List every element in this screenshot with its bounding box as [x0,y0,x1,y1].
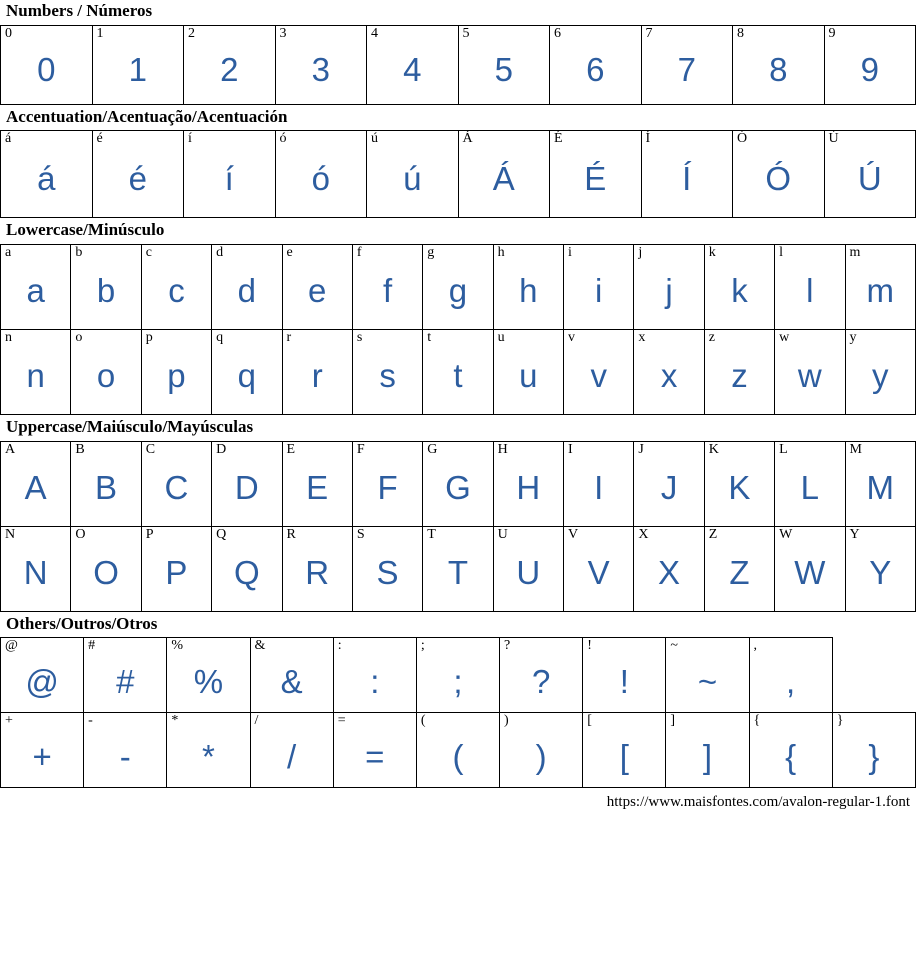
glyph-sample: : [370,663,380,701]
glyph-label: í [188,131,192,147]
glyph-label: m [849,245,861,261]
glyph-sample: L [800,468,819,506]
glyph-label: 9 [828,25,836,41]
glyph-cell[interactable] [634,441,704,526]
glyph-sample: H [516,468,541,506]
glyph-sample: Í [682,160,692,198]
glyph-cell[interactable] [641,131,733,218]
glyph-cell[interactable] [845,330,916,415]
section-title-uppercase: Uppercase/Maiúsculo/Mayúsculas [6,417,254,437]
glyph-sample: É [584,160,607,198]
glyph-label: n [5,330,12,346]
glyph-label: - [88,713,93,729]
glyph-sample: N [23,553,48,591]
glyph-cell[interactable] [634,330,704,415]
glyph-label: p [145,330,153,346]
glyph-cell[interactable] [352,441,422,526]
glyph-sample: 0 [37,50,56,88]
glyph-sample: / [287,738,297,776]
glyph-sample: Y [869,553,892,591]
glyph-sample: z [731,357,748,395]
glyph-cell[interactable] [500,638,583,713]
glyph-table-accentuation [0,130,916,218]
glyph-sample: l [806,272,814,310]
glyph-sample: s [379,357,396,395]
glyph-label: j [638,245,643,261]
glyph-cell[interactable] [824,131,916,218]
glyph-sample: S [376,553,399,591]
glyph-cell[interactable] [212,441,282,526]
glyph-sample: k [731,272,748,310]
glyph-cell[interactable] [775,245,845,330]
glyph-table-others [0,637,916,788]
glyph-label: g [427,245,435,261]
glyph-cell[interactable] [71,245,141,330]
glyph-table-uppercase [0,441,916,612]
glyph-sample: P [165,553,188,591]
glyph-cell[interactable] [84,713,167,788]
glyph-cell[interactable] [1,25,93,104]
glyph-table-lowercase [0,244,916,415]
glyph-sample: [ [619,738,629,776]
glyph-cell[interactable] [184,25,276,104]
table-row [1,526,916,611]
glyph-sample: 5 [494,50,513,88]
glyph-sample: 2 [220,50,239,88]
glyph-sample: 6 [586,50,605,88]
glyph-label: Z [708,526,718,542]
glyph-cell[interactable] [704,245,774,330]
glyph-sample: 3 [311,50,330,88]
glyph-cell[interactable] [845,441,916,526]
glyph-label: A [5,441,16,457]
glyph-label: z [708,330,715,346]
glyph-label: l [779,245,784,261]
glyph-label: Ó [737,131,748,147]
glyph-label: C [145,441,156,457]
glyph-label: / [254,713,259,729]
glyph-cell[interactable] [564,526,634,611]
glyph-sample: ~ [697,663,718,701]
glyph-sample: A [24,468,47,506]
glyph-cell[interactable] [184,131,276,218]
glyph-cell[interactable] [641,25,733,104]
glyph-label: 2 [188,25,195,41]
glyph-cell[interactable] [275,25,367,104]
section-title-others: Others/Outros/Otros [6,613,158,633]
glyph-label: ~ [670,638,678,654]
glyph-sample: ; [453,663,463,701]
glyph-sample: V [587,553,610,591]
glyph-sample: h [519,272,538,310]
glyph-label: ú [371,131,378,147]
glyph-sample: E [306,468,329,506]
glyph-sample: * [202,738,215,776]
glyph-sample: Q [233,553,260,591]
glyph-sample: y [872,357,889,395]
glyph-label: : [337,638,342,654]
glyph-cell[interactable] [845,526,916,611]
glyph-sample: f [382,272,393,310]
glyph-cell[interactable] [423,245,493,330]
table-row [1,638,916,713]
table-row [1,245,916,330]
glyph-cell[interactable] [704,330,774,415]
glyph-label: J [638,441,644,457]
glyph-label: d [216,245,224,261]
glyph-cell[interactable] [704,441,774,526]
glyph-cell[interactable] [749,638,832,713]
glyph-sample: j [665,272,673,310]
glyph-sample: ó [311,160,330,198]
glyph-label: h [497,245,505,261]
glyph-sample: { [785,738,797,776]
glyph-sample: ! [619,663,629,701]
glyph-cell[interactable] [1,441,71,526]
glyph-label: y [849,330,857,346]
glyph-sample: } [868,738,880,776]
glyph-cell[interactable] [84,638,167,713]
glyph-table-numbers [0,25,916,105]
glyph-label: a [5,245,12,261]
glyph-label: S [356,526,365,542]
glyph-cell[interactable] [845,245,916,330]
glyph-label: M [849,441,862,457]
glyph-label: { [753,713,761,729]
glyph-sample: M [866,468,894,506]
glyph-label: G [427,441,438,457]
glyph-cell[interactable] [493,441,563,526]
glyph-label: 3 [279,25,287,41]
glyph-cell[interactable] [666,638,749,713]
glyph-sample: R [305,553,330,591]
glyph-label: ! [587,638,592,654]
glyph-cell[interactable] [423,441,493,526]
glyph-sample: i [595,272,603,310]
glyph-sample: B [95,468,118,506]
glyph-sample: é [128,160,147,198]
glyph-label: E [286,441,296,457]
section-title-accentuation: Accentuation/Acentuação/Acentuación [6,106,288,126]
glyph-cell[interactable] [493,330,563,415]
glyph-sample: r [311,357,323,395]
glyph-sample: F [377,468,398,506]
glyph-label: w [779,330,790,346]
glyph-cell[interactable] [733,131,825,218]
glyph-cell[interactable] [634,526,704,611]
glyph-sample: @ [25,663,59,701]
glyph-sample: b [96,272,116,310]
glyph-cell[interactable] [71,330,141,415]
glyph-sample: W [794,553,826,591]
table-row [1,441,916,526]
glyph-label: t [427,330,432,346]
glyph-label: N [5,526,16,542]
glyph-cell[interactable] [141,526,211,611]
glyph-cell[interactable] [212,526,282,611]
glyph-cell[interactable] [250,713,333,788]
glyph-label: ) [504,713,509,729]
glyph-sample: , [786,663,796,701]
glyph-cell[interactable] [282,441,352,526]
glyph-sample: m [866,272,894,310]
glyph-label: ; [420,638,425,654]
glyph-sample: q [237,357,256,395]
glyph-cell[interactable] [92,25,184,104]
glyph-sample: I [594,468,604,506]
glyph-label: @ [5,638,18,654]
glyph-sample: p [167,357,186,395]
glyph-cell[interactable] [333,638,416,713]
glyph-sample: t [453,357,463,395]
glyph-cell[interactable] [666,713,749,788]
glyph-label: , [753,638,758,654]
glyph-cell[interactable] [352,245,422,330]
glyph-cell[interactable] [775,441,845,526]
glyph-sample: w [797,357,822,395]
glyph-label: F [356,441,365,457]
glyph-sample: 7 [677,50,696,88]
glyph-cell[interactable] [458,131,550,218]
glyph-label: ] [670,713,676,729]
glyph-sample: K [728,468,751,506]
glyph-label: Q [216,526,227,542]
glyph-sample: ] [702,738,713,776]
glyph-cell[interactable] [564,245,634,330]
glyph-label: H [497,441,508,457]
glyph-sample: O [93,553,119,591]
glyph-cell[interactable] [1,713,84,788]
glyph-sample: ( [452,738,464,776]
glyph-cell[interactable] [352,330,422,415]
glyph-label: Y [849,526,860,542]
glyph-label: e [286,245,293,261]
glyph-label: k [708,245,716,261]
glyph-cell[interactable] [250,638,333,713]
glyph-label: V [568,526,579,542]
glyph-sample: e [308,272,327,310]
glyph-label: x [638,330,646,346]
glyph-sample: # [116,663,135,701]
glyph-sample: í [224,160,234,198]
glyph-cell[interactable] [564,441,634,526]
glyph-cell[interactable] [493,526,563,611]
glyph-cell[interactable] [423,526,493,611]
glyph-sample: U [516,553,541,591]
glyph-sample: X [658,553,681,591]
glyph-label: * [171,713,179,729]
glyph-label: f [356,245,362,261]
glyph-label: u [497,330,505,346]
glyph-label: = [337,713,346,729]
glyph-sample: + [32,738,52,776]
glyph-label: s [356,330,363,346]
glyph-label: 4 [371,25,378,41]
glyph-label: P [145,526,154,542]
glyph-cell[interactable] [634,245,704,330]
glyph-cell[interactable] [167,638,250,713]
glyph-sample: G [445,468,471,506]
glyph-label: i [568,245,572,261]
glyph-label: # [88,638,96,654]
glyph-cell[interactable] [1,526,71,611]
glyph-label: ? [504,638,511,654]
glyph-cell[interactable] [167,713,250,788]
glyph-sample: ú [403,160,422,198]
glyph-sample: Á [492,160,515,198]
glyph-sample: & [280,663,303,701]
glyph-cell[interactable] [1,245,71,330]
table-row [1,25,916,104]
glyph-label: ó [279,131,287,147]
glyph-cell[interactable] [141,441,211,526]
glyph-sample: = [365,738,385,776]
glyph-label: v [568,330,575,346]
glyph-label: W [779,526,793,542]
glyph-label: 5 [462,25,470,41]
glyph-cell[interactable] [550,25,642,104]
glyph-cell[interactable] [749,713,832,788]
glyph-label: K [708,441,719,457]
glyph-label: c [145,245,152,261]
glyph-sample: 9 [860,50,879,88]
glyph-cell[interactable] [367,25,459,104]
glyph-cell[interactable] [71,441,141,526]
glyph-sample: ) [535,738,547,776]
glyph-sample: 1 [128,50,147,88]
glyph-sample: C [164,468,189,506]
source-url[interactable]: https://www.maisfontes.com/avalon-regular-1.font [606,794,910,811]
glyph-cell[interactable] [550,131,642,218]
glyph-label: L [779,441,788,457]
glyph-label: T [427,526,436,542]
glyph-cell[interactable] [775,330,845,415]
glyph-sample: a [26,272,45,310]
glyph-label: Í [645,131,651,147]
glyph-cell[interactable] [367,131,459,218]
glyph-label: D [216,441,227,457]
glyph-cell[interactable] [564,330,634,415]
glyph-label: É [554,131,563,147]
glyph-label: b [75,245,83,261]
glyph-cell[interactable] [92,131,184,218]
glyph-label: & [254,638,266,654]
glyph-label: Ú [828,131,839,147]
glyph-sample: Ú [857,160,882,198]
glyph-label: I [568,441,573,457]
glyph-cell[interactable] [282,526,352,611]
glyph-label: R [286,526,296,542]
glyph-sample: J [660,468,678,506]
glyph-label: 7 [645,25,653,41]
glyph-label: 8 [737,25,744,41]
glyph-cell[interactable] [1,131,93,218]
glyph-sample: T [447,553,469,591]
glyph-cell[interactable] [416,638,499,713]
glyph-sample: á [37,160,56,198]
glyph-label: Á [462,131,473,147]
glyph-sample: Ó [765,160,792,198]
glyph-sample: x [660,357,678,395]
table-row [1,713,916,788]
glyph-label: é [96,131,103,147]
glyph-label: ( [420,713,426,729]
glyph-cell[interactable] [416,713,499,788]
glyph-cell[interactable] [458,25,550,104]
glyph-cell[interactable] [583,713,666,788]
glyph-label: + [5,713,13,729]
glyph-label: B [75,441,85,457]
glyph-label: % [171,638,184,654]
glyph-label: X [638,526,649,542]
glyph-label: á [5,131,12,147]
table-row [1,330,916,415]
glyph-cell[interactable] [212,330,282,415]
glyph-cell[interactable] [775,526,845,611]
glyph-sample: n [26,357,45,395]
glyph-cell[interactable] [423,330,493,415]
glyph-cell[interactable] [733,25,825,104]
glyph-cell[interactable] [832,713,915,788]
table-row [1,131,916,218]
glyph-sample: o [96,357,116,395]
glyph-sample: d [237,272,256,310]
glyph-sample: Z [729,553,750,591]
glyph-sample: D [234,468,259,506]
glyph-sample: u [519,357,538,395]
glyph-cell[interactable] [1,330,71,415]
glyph-label: O [75,526,86,542]
glyph-label: U [497,526,508,542]
glyph-sample: 8 [769,50,788,88]
glyph-label: [ [587,713,592,729]
glyph-cell[interactable] [275,131,367,218]
glyph-sample: v [590,357,607,395]
glyph-cell[interactable] [212,245,282,330]
glyph-cell[interactable] [141,330,211,415]
glyph-cell[interactable] [141,245,211,330]
section-title-lowercase: Lowercase/Minúsculo [6,220,165,240]
glyph-label: } [836,713,844,729]
glyph-cell[interactable] [282,245,352,330]
glyph-cell[interactable] [704,526,774,611]
glyph-cell[interactable] [71,526,141,611]
glyph-sample: c [168,272,185,310]
glyph-sample: g [448,272,468,310]
glyph-sample: 4 [403,50,422,88]
glyph-label: o [75,330,83,346]
glyph-cell[interactable] [500,713,583,788]
glyph-cell[interactable] [333,713,416,788]
glyph-sample: ? [531,663,551,701]
glyph-cell[interactable] [583,638,666,713]
glyph-label: 1 [96,25,104,41]
section-title-numbers: Numbers / Números [6,1,153,20]
glyph-cell[interactable] [282,330,352,415]
glyph-cell[interactable] [824,25,916,104]
glyph-cell[interactable] [352,526,422,611]
glyph-label: 6 [554,25,561,41]
glyph-sample: - [119,738,131,776]
glyph-label: 0 [5,25,12,41]
glyph-cell[interactable] [493,245,563,330]
glyph-cell[interactable] [1,638,84,713]
glyph-label: q [216,330,224,346]
glyph-sample: % [193,663,224,701]
glyph-label: r [286,330,292,346]
